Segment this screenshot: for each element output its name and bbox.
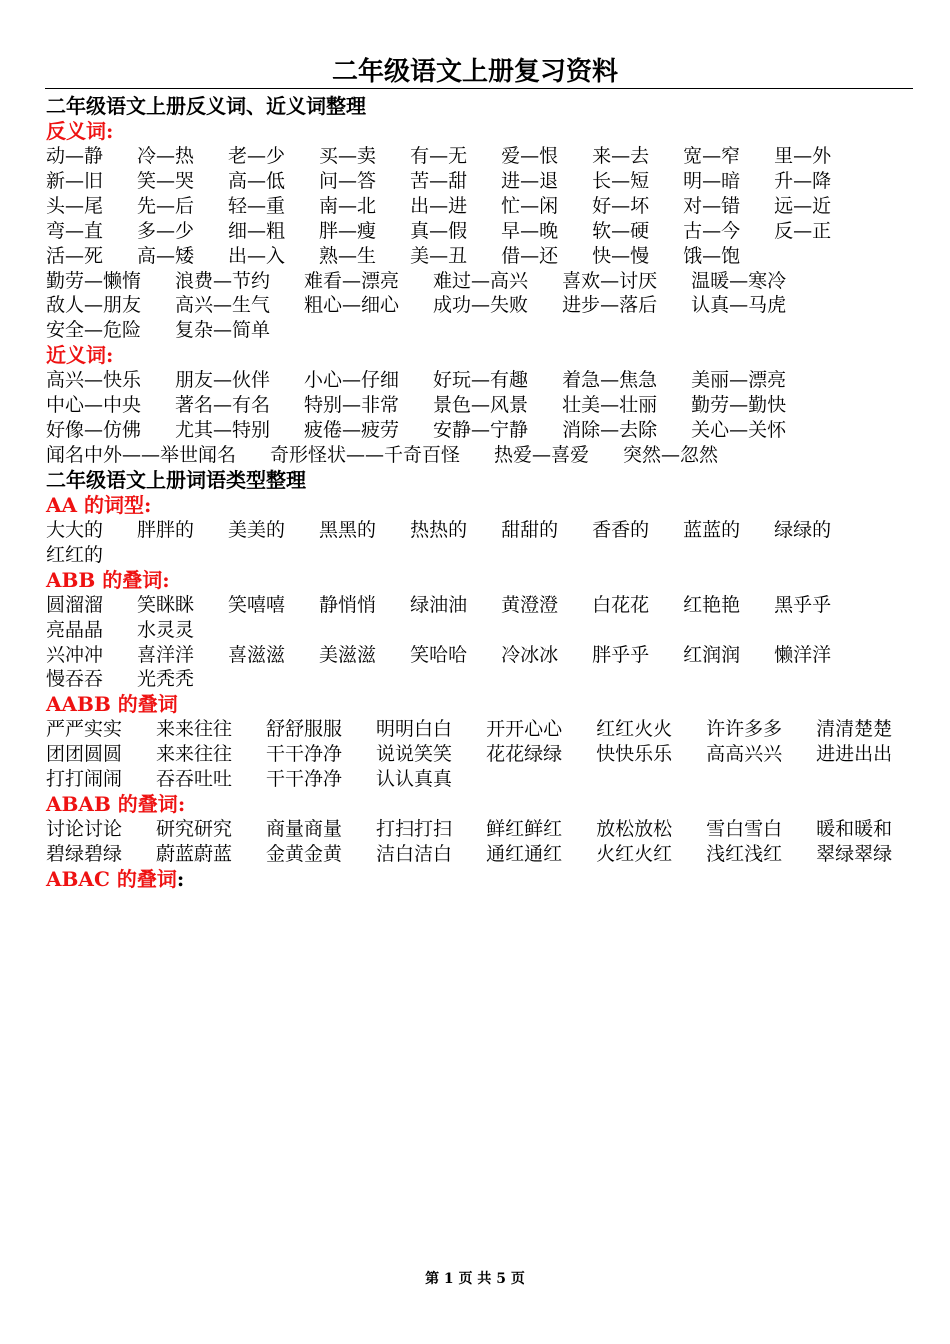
word-pair: 好玩—有趣 <box>433 369 529 392</box>
word-pair: 静悄悄 <box>319 593 377 616</box>
word-pair: 绿油油 <box>410 593 468 616</box>
word-pair: 着急—焦急 <box>562 369 658 392</box>
word-pair: 清清楚楚 <box>816 718 893 741</box>
word-pair: 绿绿的 <box>774 518 832 541</box>
word-pair: 水灵灵 <box>137 618 195 641</box>
word-line <box>46 767 910 792</box>
word-pair: 借—还 <box>501 244 559 267</box>
word-pair: 冷—热 <box>137 145 195 167</box>
word-pair: 兴冲冲 <box>46 643 104 666</box>
word-pair: 黄澄澄 <box>501 593 559 616</box>
word-pair: 认认真真 <box>376 768 453 791</box>
word-pair: 宽—窄 <box>683 145 741 167</box>
word-pair: 真—假 <box>410 219 468 242</box>
category-heading <box>46 119 910 144</box>
word-pair: 高—矮 <box>137 244 195 267</box>
word-pair: 胖胖的 <box>137 518 195 541</box>
word-pair: 头—尾 <box>46 194 104 217</box>
word-line <box>46 144 910 169</box>
section-heading: 二年级语文上册词语类型整理 <box>46 467 306 492</box>
word-pair: 懒洋洋 <box>774 643 832 666</box>
word-pair: 笑嘻嘻 <box>228 593 286 616</box>
word-pair: 说说笑笑 <box>376 743 453 766</box>
word-pair: 红红的 <box>46 543 104 566</box>
word-pair: 高兴—快乐 <box>46 369 142 392</box>
word-line <box>46 518 910 568</box>
word-pair: 老—少 <box>228 145 286 167</box>
word-pair: 尤其—特别 <box>175 419 271 442</box>
category-heading <box>46 343 910 368</box>
word-line <box>46 169 910 194</box>
word-pair: 花花绿绿 <box>486 743 563 766</box>
category-label: ABAB 的叠词 <box>46 792 178 817</box>
word-pair: 笑眯眯 <box>137 593 195 616</box>
word-pair: 黑黑的 <box>319 518 377 541</box>
word-pair: 对—错 <box>683 194 741 217</box>
word-pair: 蓝蓝的 <box>683 518 741 541</box>
category-heading <box>46 867 910 892</box>
word-pair: 古—今 <box>683 219 741 242</box>
word-pair: 商量商量 <box>266 818 343 841</box>
word-pair: 安静—宁静 <box>433 419 529 442</box>
word-pair: 开开心心 <box>486 718 563 741</box>
word-pair: 笑哈哈 <box>410 643 468 666</box>
word-pair: 温暖—寒冷 <box>691 269 787 292</box>
word-pair: 冷冰冰 <box>501 643 559 666</box>
word-pair: 忙—闲 <box>501 194 559 217</box>
word-pair: 研究研究 <box>156 818 233 841</box>
word-pair: 黑乎乎 <box>774 593 832 616</box>
word-pair: 细—粗 <box>228 219 286 242</box>
word-pair: 喜洋洋 <box>137 643 195 666</box>
category-heading <box>46 792 910 817</box>
word-pair: 高—低 <box>228 169 286 192</box>
word-line <box>46 219 910 244</box>
word-pair: 新—旧 <box>46 169 104 192</box>
word-pair: 软—硬 <box>592 219 650 242</box>
word-pair: 复杂—简单 <box>175 319 271 342</box>
word-pair: 著名—有名 <box>175 394 271 417</box>
word-line <box>46 593 910 643</box>
word-pair: 敌人—朋友 <box>46 294 142 317</box>
word-pair: 热热的 <box>410 518 468 541</box>
word-pair: 特别—非常 <box>304 394 400 417</box>
word-pair: 升—降 <box>774 169 832 192</box>
word-line <box>46 293 910 318</box>
category-colon: : <box>106 343 114 368</box>
word-pair: 认真—马虎 <box>691 294 787 317</box>
category-label: 近义词 <box>46 343 106 368</box>
category-colon: : <box>177 792 186 817</box>
category-colon: : <box>144 492 152 517</box>
section-heading: 二年级语文上册反义词、近义词整理 <box>46 94 366 118</box>
word-pair: 来来往往 <box>156 743 233 766</box>
word-pair: 打打闹闹 <box>46 768 123 791</box>
word-pair: 大大的 <box>46 518 104 541</box>
category-heading <box>46 493 910 518</box>
word-pair: 先—后 <box>137 194 195 217</box>
word-pair: 闻名中外——举世闻名 <box>46 443 237 466</box>
word-pair: 洁白洁白 <box>376 842 453 865</box>
word-pair: 出—入 <box>228 244 286 267</box>
word-pair: 难看—漂亮 <box>304 269 400 292</box>
word-line <box>46 643 910 693</box>
word-pair: 进进出出 <box>816 743 893 766</box>
word-pair: 突然—忽然 <box>623 443 719 466</box>
category-label: ABB 的叠词 <box>46 567 163 592</box>
word-line <box>46 742 910 767</box>
word-pair: 美—丑 <box>410 244 468 267</box>
word-line <box>46 418 910 443</box>
word-pair: 多—少 <box>137 219 195 242</box>
word-pair: 暖和暖和 <box>816 818 893 841</box>
word-line <box>46 269 910 294</box>
category-label: 反义词 <box>46 119 106 143</box>
word-pair: 美丽—漂亮 <box>691 369 787 392</box>
word-pair: 弯—直 <box>46 219 104 242</box>
word-pair: 有—无 <box>410 145 468 167</box>
word-pair: 疲倦—疲劳 <box>304 419 400 442</box>
word-pair: 许许多多 <box>706 718 783 741</box>
word-pair: 轻—重 <box>228 194 286 217</box>
word-pair: 好—坏 <box>592 194 650 217</box>
word-pair: 蔚蓝蔚蓝 <box>156 842 233 865</box>
word-pair: 好像—仿佛 <box>46 419 142 442</box>
word-pair: 讨论讨论 <box>46 818 123 841</box>
word-pair: 圆溜溜 <box>46 593 104 616</box>
word-pair: 喜欢—讨厌 <box>562 269 658 292</box>
word-pair: 通红通红 <box>486 842 563 865</box>
word-line <box>46 194 910 219</box>
word-pair: 高兴—生气 <box>175 294 271 317</box>
word-pair: 团团圆圆 <box>46 743 123 766</box>
word-pair: 美美的 <box>228 518 286 541</box>
word-pair: 长—短 <box>592 169 650 192</box>
word-pair: 熟—生 <box>319 244 377 267</box>
word-pair: 严严实实 <box>46 718 123 741</box>
word-pair: 景色—风景 <box>433 394 529 417</box>
word-pair: 干干净净 <box>266 743 343 766</box>
word-pair: 热爱—喜爱 <box>494 443 590 466</box>
word-pair: 壮美—壮丽 <box>562 394 658 417</box>
category-label: AA 的词型 <box>46 492 144 517</box>
word-pair: 慢吞吞 <box>46 668 104 691</box>
word-pair: 消除—去除 <box>562 419 658 442</box>
word-pair: 亮晶晶 <box>46 618 104 641</box>
word-pair: 火红火红 <box>596 842 673 865</box>
word-pair: 干干净净 <box>266 768 343 791</box>
word-line <box>46 817 910 842</box>
word-line <box>46 244 910 269</box>
word-pair: 红润润 <box>683 643 741 666</box>
word-line <box>46 318 910 343</box>
word-line <box>46 393 910 418</box>
word-pair: 早—晚 <box>501 219 559 242</box>
category-heading <box>46 692 910 717</box>
category-heading <box>46 568 910 593</box>
word-pair: 香香的 <box>592 518 650 541</box>
word-pair: 胖—瘦 <box>319 219 377 242</box>
word-pair: 苦—甜 <box>410 169 468 192</box>
word-pair: 来来往往 <box>156 718 233 741</box>
word-pair: 翠绿翠绿 <box>816 842 893 865</box>
word-pair: 成功—失败 <box>433 294 529 317</box>
word-pair: 金黄金黄 <box>266 842 343 865</box>
word-pair: 小心—仔细 <box>304 369 400 392</box>
word-pair: 吞吞吐吐 <box>156 768 233 791</box>
word-pair: 光秃秃 <box>137 668 195 691</box>
title-underline <box>45 88 913 89</box>
word-pair: 雪白雪白 <box>706 818 783 841</box>
category-colon: : <box>162 567 170 592</box>
word-pair: 南—北 <box>319 194 377 217</box>
word-pair: 进—退 <box>501 169 559 192</box>
word-pair: 问—答 <box>319 169 377 192</box>
word-pair: 快—慢 <box>592 244 650 267</box>
category-colon: : <box>106 119 114 143</box>
word-pair: 胖乎乎 <box>592 643 650 666</box>
word-pair: 美滋滋 <box>319 643 377 666</box>
word-pair: 远—近 <box>774 194 832 217</box>
word-pair: 买—卖 <box>319 145 377 167</box>
word-pair: 难过—高兴 <box>433 269 529 292</box>
word-pair: 安全—危险 <box>46 319 142 342</box>
word-pair: 笑—哭 <box>137 169 195 192</box>
word-line <box>46 443 910 468</box>
word-pair: 打扫打扫 <box>376 818 453 841</box>
word-pair: 红艳艳 <box>683 593 741 616</box>
word-pair: 反—正 <box>774 219 832 242</box>
word-pair: 关心—关怀 <box>691 419 787 442</box>
word-line <box>46 368 910 393</box>
word-pair: 浪费—节约 <box>175 269 271 292</box>
word-pair: 甜甜的 <box>501 518 559 541</box>
word-pair: 快快乐乐 <box>596 743 673 766</box>
category-label: ABAC 的叠词 <box>46 866 177 891</box>
word-pair: 里—外 <box>774 145 832 167</box>
word-pair: 朋友—伙伴 <box>175 369 271 392</box>
word-pair: 进步—落后 <box>562 294 658 317</box>
document-body <box>46 94 910 892</box>
word-pair: 明明白白 <box>376 718 453 741</box>
word-pair: 爱—恨 <box>501 145 559 167</box>
word-pair: 鲜红鲜红 <box>486 818 563 841</box>
word-pair: 勤劳—懒惰 <box>46 269 142 292</box>
word-pair: 喜滋滋 <box>228 643 286 666</box>
word-pair: 动—静 <box>46 145 104 167</box>
word-pair: 高高兴兴 <box>706 743 783 766</box>
document-title: 二年级语文上册复习资料 <box>331 57 618 87</box>
word-pair: 来—去 <box>592 145 650 167</box>
word-pair: 出—进 <box>410 194 468 217</box>
word-pair: 舒舒服服 <box>266 718 343 741</box>
word-pair: 活—死 <box>46 244 104 267</box>
category-label: AABB 的叠词 <box>46 692 178 717</box>
word-pair: 饿—饱 <box>683 244 741 267</box>
word-pair: 白花花 <box>592 593 650 616</box>
category-colon: : <box>176 866 185 891</box>
word-pair: 中心—中央 <box>46 394 142 417</box>
word-pair: 粗心—细心 <box>304 294 400 317</box>
word-pair: 碧绿碧绿 <box>46 842 123 865</box>
word-pair: 奇形怪状——千奇百怪 <box>270 443 461 466</box>
word-pair: 浅红浅红 <box>706 842 783 865</box>
word-pair: 放松放松 <box>596 818 673 841</box>
word-pair: 勤劳—勤快 <box>691 394 787 417</box>
word-pair: 明—暗 <box>683 169 741 192</box>
word-line <box>46 842 910 867</box>
page-footer: 第 1 页 共 5 页 <box>425 1271 525 1287</box>
word-pair: 红红火火 <box>596 718 673 741</box>
word-line <box>46 717 910 742</box>
